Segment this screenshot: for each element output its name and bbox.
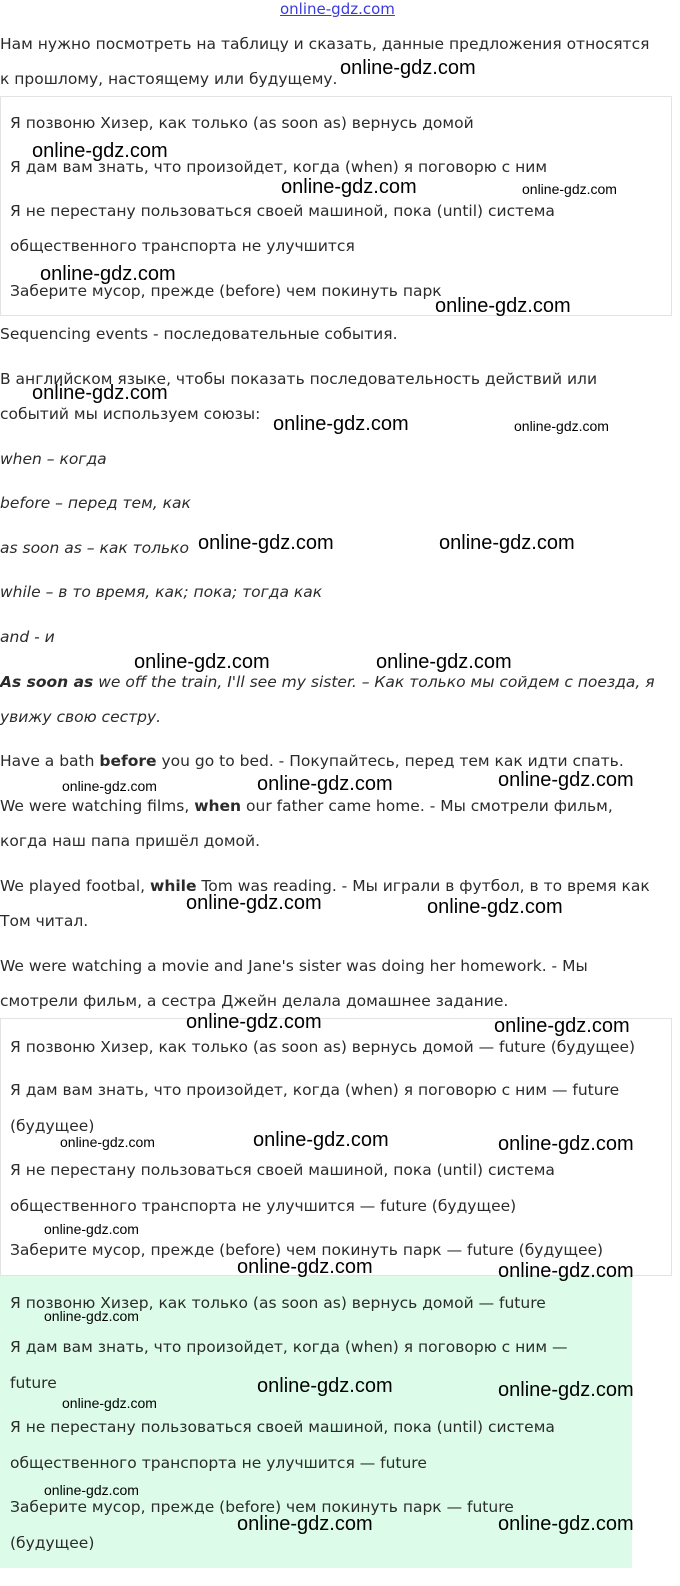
example-3-keyword: when xyxy=(194,797,242,815)
answer-highlight: Я позвоню Хизер, как только (as soon as) вернусь домой — future xyxy=(10,1294,546,1312)
task-sentence: общественного транспорта не улучшится xyxy=(10,237,355,255)
answer-highlight: Я не перестану пользоваться своей машиной, пока (until) система xyxy=(10,1418,555,1436)
watermark: online-gdz.com xyxy=(439,532,575,554)
watermark: online-gdz.com xyxy=(44,1482,139,1498)
answer-sentence: Заберите мусор, прежде (before) чем покинуть парк — future (будущее) xyxy=(10,1241,604,1259)
watermark: online-gdz.com xyxy=(62,778,157,794)
conjunction-and: and - и xyxy=(0,628,55,646)
conjunction-as-soon-as: as soon as – как только xyxy=(0,539,190,557)
watermark: online-gdz.com xyxy=(435,295,571,317)
example-5-line-2: смотрели фильм, а сестра Джейн делала домашнее задание. xyxy=(0,992,509,1010)
watermark: online-gdz.com xyxy=(376,651,512,673)
watermark: online-gdz.com xyxy=(44,1308,139,1324)
task-sentence: Заберите мусор, прежде (before) чем покинуть парк xyxy=(10,282,442,300)
watermark: online-gdz.com xyxy=(494,1015,630,1037)
watermark: online-gdz.com xyxy=(427,896,563,918)
watermark: online-gdz.com xyxy=(498,769,634,791)
watermark: online-gdz.com xyxy=(257,1375,393,1397)
watermark: online-gdz.com xyxy=(273,413,409,435)
watermark: online-gdz.com xyxy=(134,651,270,673)
theory-desc-1: В английском языке, чтобы показать последовательность действий или xyxy=(0,370,598,388)
watermark: online-gdz.com xyxy=(522,181,617,197)
watermark: online-gdz.com xyxy=(186,892,322,914)
watermark: online-gdz.com xyxy=(237,1513,373,1535)
example-4-line-2: Том читал. xyxy=(0,912,89,930)
example-1-text: we off the train, I'll see my sister. – Как только мы сойдем с поезда, я xyxy=(93,673,655,691)
theory-heading: Sequencing events - последовательные события. xyxy=(0,325,398,343)
watermark: online-gdz.com xyxy=(62,1395,157,1411)
watermark: online-gdz.com xyxy=(514,418,609,434)
answer-sentence: Я дам вам знать, что произойдет, когда (when) я поговорю с ним — future xyxy=(10,1081,620,1099)
example-2-text-b: you go to bed. - Покупайтесь, перед тем как идти спать. xyxy=(156,752,624,770)
conjunction-before: before – перед тем, как xyxy=(0,494,191,512)
example-4-keyword: while xyxy=(150,877,197,895)
answer-highlight: (будущее) xyxy=(10,1534,95,1552)
watermark: online-gdz.com xyxy=(237,1256,373,1278)
conjunction-while: while – в то время, как; пока; тогда как xyxy=(0,583,323,601)
theory-desc-2: событий мы используем союзы: xyxy=(0,405,261,423)
example-3-text-a: We were watching films, xyxy=(0,797,195,815)
answer-sentence: Я не перестану пользоваться своей машиной, пока (until) система xyxy=(10,1161,555,1179)
example-4 xyxy=(0,868,672,904)
task-sentence: Я не перестану пользоваться своей машиной, пока (until) система xyxy=(10,202,555,220)
watermark: online-gdz.com xyxy=(32,140,168,162)
example-3-text-b: our father came home. - Мы смотрели фильм, xyxy=(241,797,613,815)
watermark: online-gdz.com xyxy=(498,1260,634,1282)
example-2-text-a: Have a bath xyxy=(0,752,100,770)
answer-sentence: (будущее) xyxy=(10,1117,95,1135)
example-3-line-2: когда наш папа пришёл домой. xyxy=(0,832,261,850)
answer-highlight: future xyxy=(10,1374,57,1392)
watermark: online-gdz.com xyxy=(186,1011,322,1033)
watermark: online-gdz.com xyxy=(498,1513,634,1535)
watermark: online-gdz.com xyxy=(257,773,393,795)
example-1 xyxy=(0,664,672,700)
answer-sentence: общественного транспорта не улучшится — future (будущее) xyxy=(10,1197,517,1215)
answer-highlight: Заберите мусор, прежде (before) чем покинуть парк — future xyxy=(10,1498,514,1516)
task-sentence: Я дам вам знать, что произойдет, когда (when) я поговорю с ним xyxy=(10,158,548,176)
example-1-line-2: увижу свою сестру. xyxy=(0,708,162,726)
conjunction-when: when – когда xyxy=(0,450,107,468)
intro-line-2: к прошлому, настоящему или будущему. xyxy=(0,70,338,88)
watermark: online-gdz.com xyxy=(44,1221,139,1237)
watermark: online-gdz.com xyxy=(281,176,417,198)
watermark-top-link[interactable]: online-gdz.com xyxy=(280,0,395,18)
watermark: online-gdz.com xyxy=(253,1129,389,1151)
answer-highlight: общественного транспорта не улучшится — future xyxy=(10,1454,427,1472)
intro-line-1: Нам нужно посмотреть на таблицу и сказать, данные предложения относятся xyxy=(0,35,650,53)
example-1-keyword: As soon as xyxy=(0,673,94,691)
watermark: online-gdz.com xyxy=(498,1133,634,1155)
task-sentence: Я позвоню Хизер, как только (as soon as) вернусь домой xyxy=(10,114,474,132)
watermark: online-gdz.com xyxy=(498,1379,634,1401)
example-5: We were watching a movie and Jane's sister was doing her homework. - Мы xyxy=(0,957,588,975)
watermark: online-gdz.com xyxy=(198,532,334,554)
answer-highlight: Я дам вам знать, что произойдет, когда (when) я поговорю с ним — xyxy=(10,1338,568,1356)
example-2-keyword: before xyxy=(99,752,157,770)
watermark: online-gdz.com xyxy=(60,1134,155,1150)
watermark: online-gdz.com xyxy=(40,263,176,285)
example-4-text-b: Tom was reading. - Мы играли в футбол, в то время как xyxy=(196,877,650,895)
answer-sentence: Я позвоню Хизер, как только (as soon as) вернусь домой — future (будущее) xyxy=(10,1038,636,1056)
watermark: online-gdz.com xyxy=(32,382,168,404)
watermark: online-gdz.com xyxy=(340,57,476,79)
example-4-text-a: We played footbal, xyxy=(0,877,150,895)
